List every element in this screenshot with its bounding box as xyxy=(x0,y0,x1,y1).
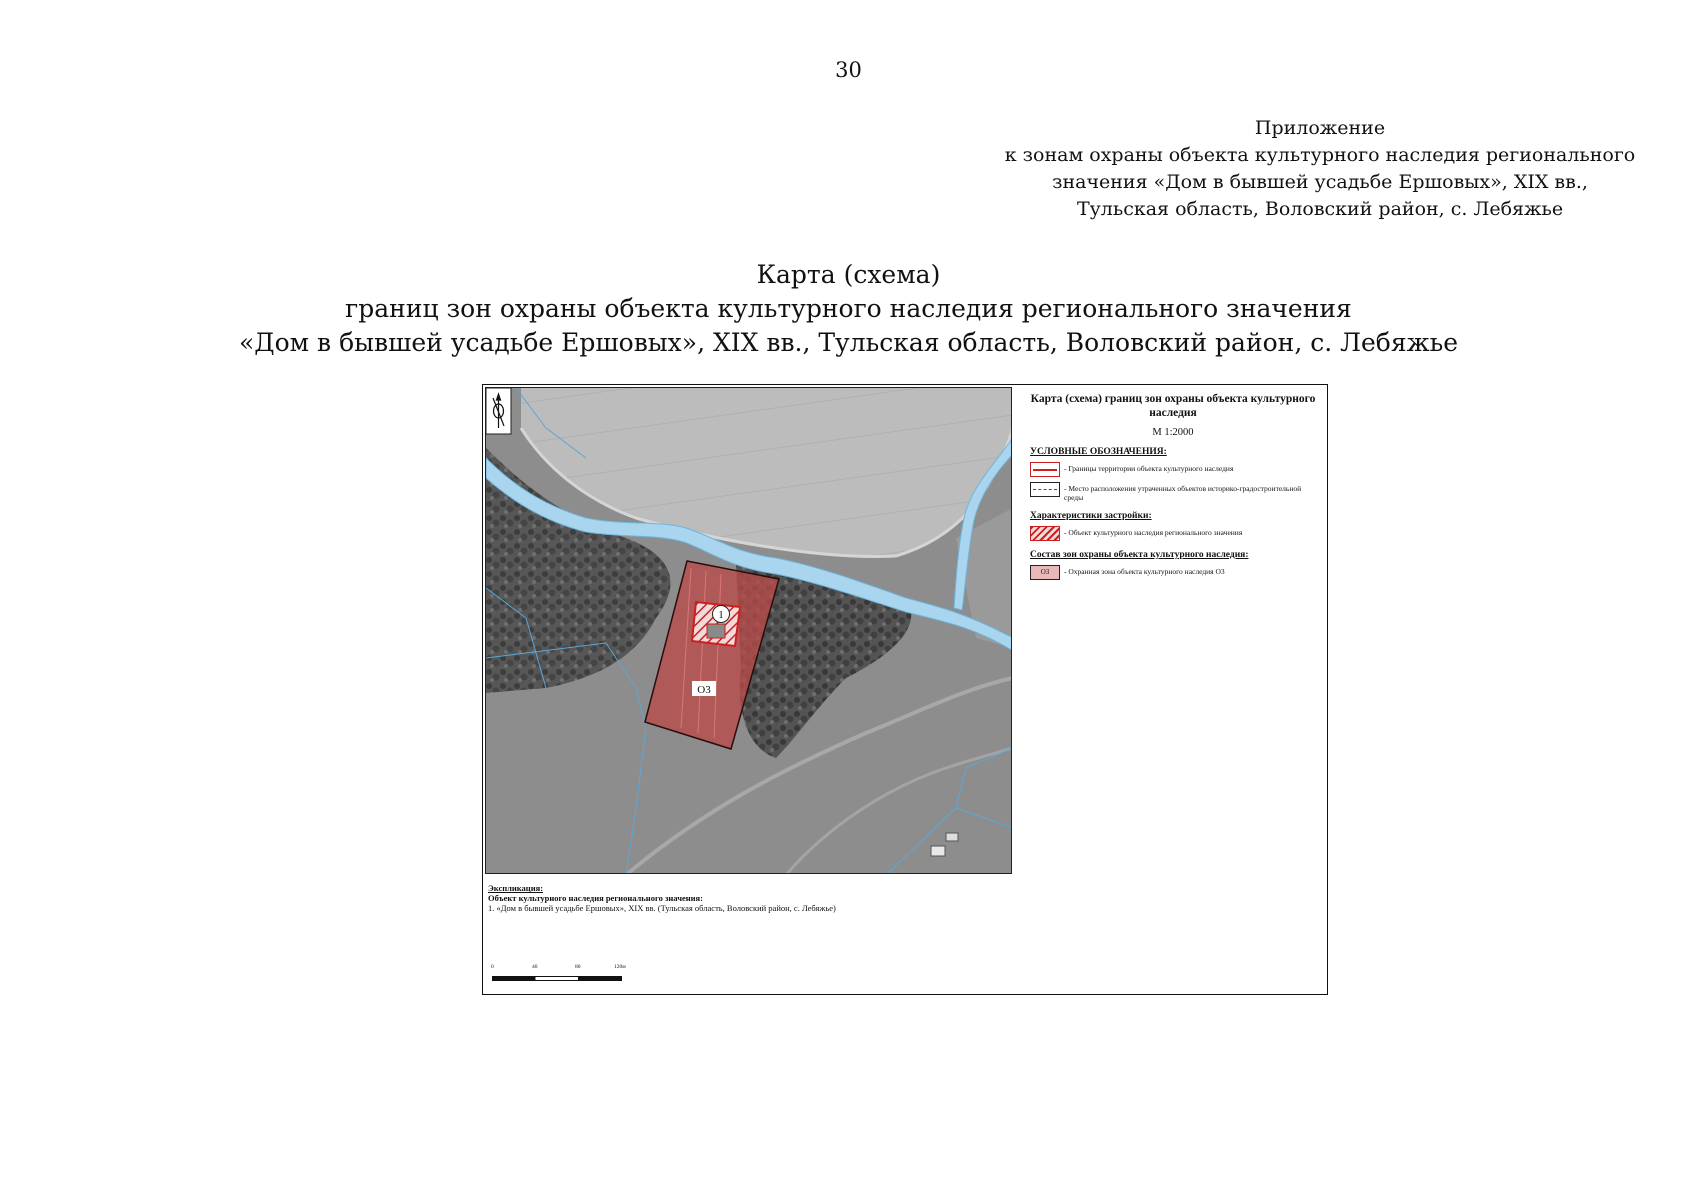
building-2 xyxy=(946,833,958,841)
legend-item-territory xyxy=(1030,462,1316,477)
explication xyxy=(488,883,1088,913)
appendix-header xyxy=(940,115,1697,223)
legend-section-symbols: УСЛОВНЫЕ ОБОЗНАЧЕНИЯ: xyxy=(1030,447,1167,457)
legend-section-zones: Состав зон охраны объекта культурного наследия: xyxy=(1030,550,1249,560)
legend-item-zone xyxy=(1030,565,1316,580)
heritage-object-symbol xyxy=(1030,526,1060,541)
page-number: 30 xyxy=(835,58,862,82)
object-marker-number: 1 xyxy=(718,609,724,621)
scale-tick-40: 40 xyxy=(532,964,538,970)
legend-item-territory-label: - Границы территории объекта культурного наследия xyxy=(1064,464,1234,473)
legend-section-building: Характеристики застройки: xyxy=(1030,511,1152,521)
title-line-2: границ зон охраны объекта культурного наследия регионального значения xyxy=(345,294,1352,323)
scale-bar-graphic xyxy=(492,976,622,981)
lost-objects-symbol xyxy=(1030,482,1060,497)
scale-tick-80: 80 xyxy=(575,964,581,970)
appendix-line-1: Приложение xyxy=(1254,117,1386,139)
legend-item-zone-label: - Охранная зона объекта культурного наследия О3 xyxy=(1064,567,1225,576)
title-line-1: Карта (схема) xyxy=(756,260,941,289)
explication-subheading: Объект культурного наследия регионального значения: xyxy=(488,893,703,903)
object-courtyard xyxy=(707,624,725,638)
zone-label: О3 xyxy=(697,684,711,696)
legend-item-lost-label: - Место расположения утраченных объектов историко-градостроительной среды xyxy=(1064,484,1302,502)
legend-item-lost xyxy=(1030,482,1316,502)
legend-item-object-label: - Объект культурного наследия регионального значения xyxy=(1064,528,1243,537)
page-title xyxy=(0,258,1697,360)
scale-tick-0: 0 xyxy=(491,964,494,970)
scale-bar xyxy=(490,964,630,988)
legend-title: Карта (схема) границ зон охраны объекта культурного наследия xyxy=(1030,393,1316,419)
map-legend xyxy=(1030,392,1316,580)
appendix-line-2: к зонам охраны объекта культурного наследия регионального xyxy=(1004,144,1636,166)
appendix-line-3: значения «Дом в бывшей усадьбе Ершовых», XIX вв., xyxy=(1052,171,1588,193)
legend-item-object xyxy=(1030,526,1316,541)
territory-boundary-symbol xyxy=(1030,462,1060,477)
aerial-map xyxy=(486,388,1012,874)
explication-heading: Экспликация: xyxy=(488,883,544,893)
explication-item-1: 1. «Дом в бывшей усадьбе Ершовых», XIX вв. (Тульская область, Воловский район, с. Лебяжье) xyxy=(488,903,836,913)
building-1 xyxy=(931,846,945,856)
legend-scale: М 1:2000 xyxy=(1152,427,1194,438)
protection-zone-symbol: О3 xyxy=(1030,565,1060,580)
title-line-3: «Дом в бывшей усадьбе Ершовых», XIX вв., Тульская область, Воловский район, с. Лебяжье xyxy=(238,328,1459,357)
appendix-line-4: Тульская область, Воловский район, с. Лебяжье xyxy=(1076,198,1564,220)
scale-tick-120: 120м xyxy=(614,964,626,970)
map-canvas xyxy=(485,387,1012,874)
